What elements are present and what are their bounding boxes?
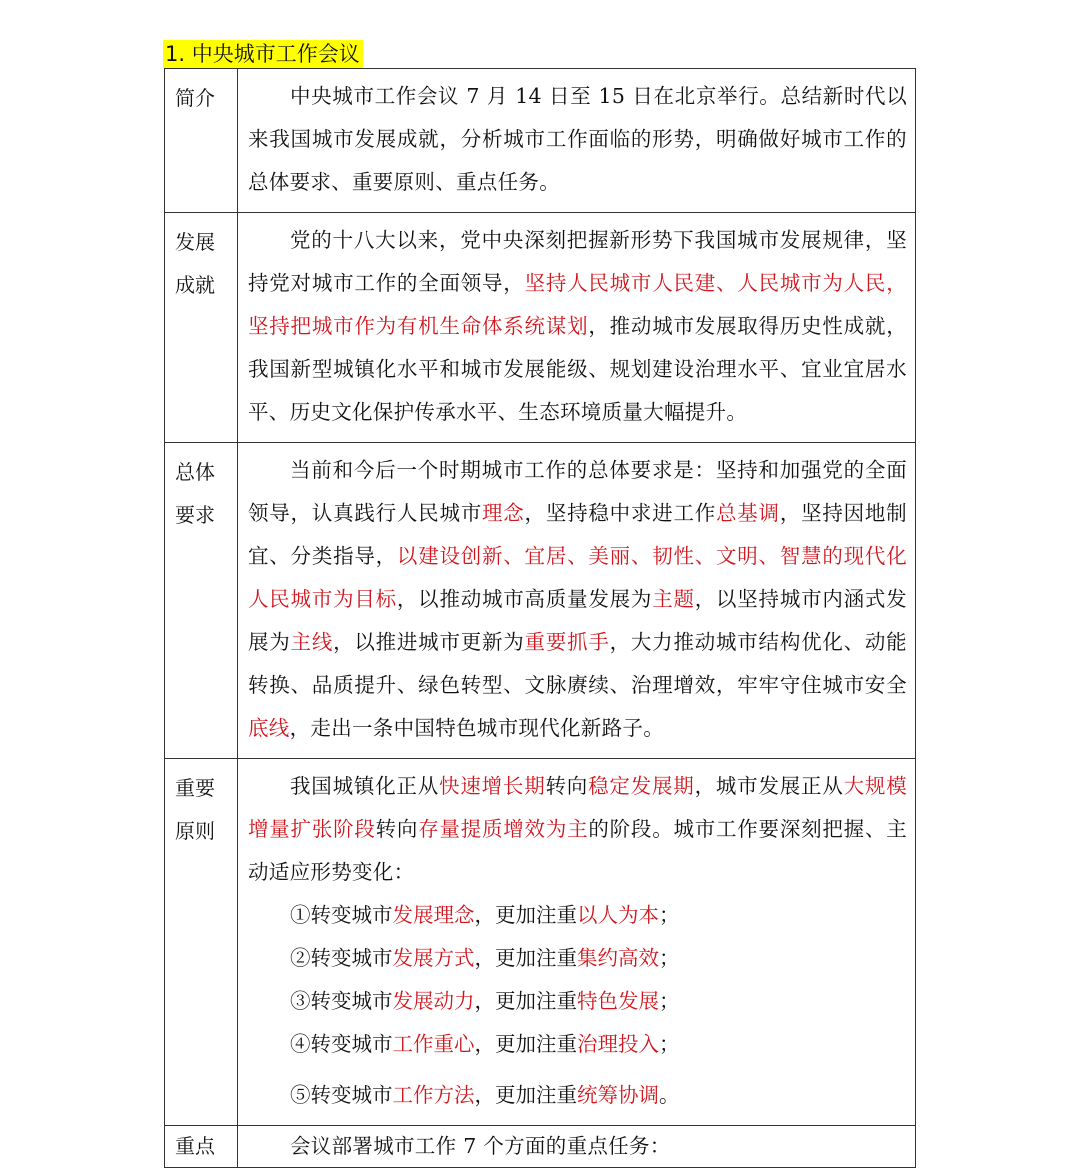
text-span: 的阶段。城市工作要深刻把握、主动适应形势变化： [248, 817, 907, 884]
table-row [165, 213, 916, 443]
row-label-principles: 重要原则 [165, 759, 238, 1126]
row-label-achievements: 发展成就 [165, 213, 238, 443]
tasks-paragraph: 会议部署城市工作 7 个方面的重点任务： [290, 1134, 671, 1158]
text-span: ，以推动城市高质量发展为 [396, 587, 653, 611]
text-span: 。 [659, 1083, 680, 1107]
text-span: 党的十八大以来，党中央深刻把握新形势下我国城市发展规律，坚持党对城市工作的全面领导， [248, 228, 907, 295]
list-item [248, 894, 907, 937]
text-span: 当前和今后一个时期城市工作的总体要求是：坚持和加强党的全面领导，认真践行人民城市 [248, 458, 907, 525]
highlight-span: 底线 [248, 716, 290, 740]
item-number: ② [290, 946, 311, 970]
highlight-span: 发展理念 [392, 903, 475, 927]
row-content-requirements [238, 443, 916, 759]
text-span: ，大力推动城市结构优化、动能转换、品质提升、绿色转型、文脉赓续、治理增效，牢牢守住城市安全 [248, 630, 907, 697]
text-span: 转向 [375, 817, 419, 841]
summary-table [164, 68, 916, 1168]
text-span: ，以坚持城市内涵式发展为 [248, 587, 907, 654]
row-content-achievements [238, 213, 916, 443]
row-label-intro: 简介 [165, 69, 238, 213]
text-span: 转变城市 [310, 1032, 393, 1056]
text-span: 转变城市 [310, 989, 393, 1013]
table-row [165, 759, 916, 1126]
item-number: ⑤ [290, 1083, 311, 1107]
text-span: ，走出一条中国特色城市现代化新路子。 [289, 716, 665, 740]
text-span: 转向 [545, 774, 589, 798]
row-label-tasks: 重点 [165, 1126, 238, 1168]
row-content-intro [238, 69, 916, 213]
text-span: ； [659, 1032, 680, 1056]
text-span: ； [659, 946, 680, 970]
text-span: ，坚持稳中求进工作 [524, 501, 716, 525]
list-item [248, 1023, 907, 1066]
item-number: ① [290, 903, 311, 927]
highlight-span: 主线 [290, 630, 334, 654]
highlight-span: 发展方式 [392, 946, 475, 970]
highlight-span: 工作方法 [392, 1083, 475, 1107]
highlight-span: 发展动力 [392, 989, 475, 1013]
highlight-span: 以人为本 [577, 903, 659, 927]
text-span: 我国城镇化正从 [290, 774, 440, 798]
highlight-span: 统筹协调 [577, 1083, 659, 1107]
text-span: 转变城市 [310, 1083, 393, 1107]
highlight-span: 总基调 [716, 501, 780, 525]
row-content-principles [238, 759, 916, 1126]
item-number: ③ [290, 989, 311, 1013]
text-span: ，城市发展正从 [694, 774, 844, 798]
text-span: ，以推进城市更新为 [333, 630, 525, 654]
highlight-span: 重要抓手 [524, 630, 610, 654]
highlight-span: 特色发展 [577, 989, 659, 1013]
highlight-span: 以建设创新、宜居、美丽、韧性、文明、智慧的现代化人民城市为目标 [248, 544, 907, 611]
principles-paragraph [248, 765, 907, 894]
text-span: ，推动城市发展取得历史性成就，我国新型城镇化水平和城市发展能级、规划建设治理水平、宜业宜居水平、历史文化保护传承水平、生态环境质量大幅提升。 [248, 314, 907, 424]
table-row [165, 1126, 916, 1168]
highlight-span: 存量提质增效为主 [418, 817, 589, 841]
highlight-span: 主题 [652, 587, 695, 611]
highlight-span: 治理投入 [577, 1032, 659, 1056]
achievements-paragraph [248, 219, 907, 434]
highlight-span: 快速增长期 [439, 774, 546, 798]
text-span: ，更加注重 [474, 946, 577, 970]
list-item [248, 1074, 907, 1117]
highlight-span: 理念 [482, 501, 525, 525]
text-span: ； [659, 903, 680, 927]
text-span: ； [659, 989, 680, 1013]
row-content-tasks [238, 1126, 916, 1168]
table-row [165, 69, 916, 213]
highlight-span: 集约高效 [577, 946, 659, 970]
text-span: ，坚持因地制宜、分类指导， [248, 501, 907, 568]
text-span: ，更加注重 [474, 903, 577, 927]
text-span: ，更加注重 [474, 989, 577, 1013]
list-item [248, 937, 907, 980]
item-number: ④ [290, 1032, 311, 1056]
section-heading: 1. 中央城市工作会议 [163, 40, 363, 68]
highlight-span: 大规模增量扩张阶段 [248, 774, 908, 841]
text-span: ，更加注重 [474, 1032, 577, 1056]
text-span: ，更加注重 [474, 1083, 577, 1107]
highlight-span: 坚持人民城市人民建、人民城市为人民，坚持把城市作为有机生命体系统谋划 [248, 271, 908, 338]
highlight-span: 工作重心 [392, 1032, 475, 1056]
list-item [248, 980, 907, 1023]
intro-paragraph: 中央城市工作会议 7 月 14 日至 15 日在北京举行。总结新时代以来我国城市发展成就，分析城市工作面临的形势，明确做好城市工作的总体要求、重要原则、重点任务。 [248, 84, 907, 194]
table-row [165, 443, 916, 759]
text-span: 转变城市 [310, 903, 393, 927]
row-label-requirements: 总体要求 [165, 443, 238, 759]
requirements-paragraph [248, 449, 907, 750]
text-span: 转变城市 [310, 946, 393, 970]
highlight-span: 稳定发展期 [588, 774, 695, 798]
